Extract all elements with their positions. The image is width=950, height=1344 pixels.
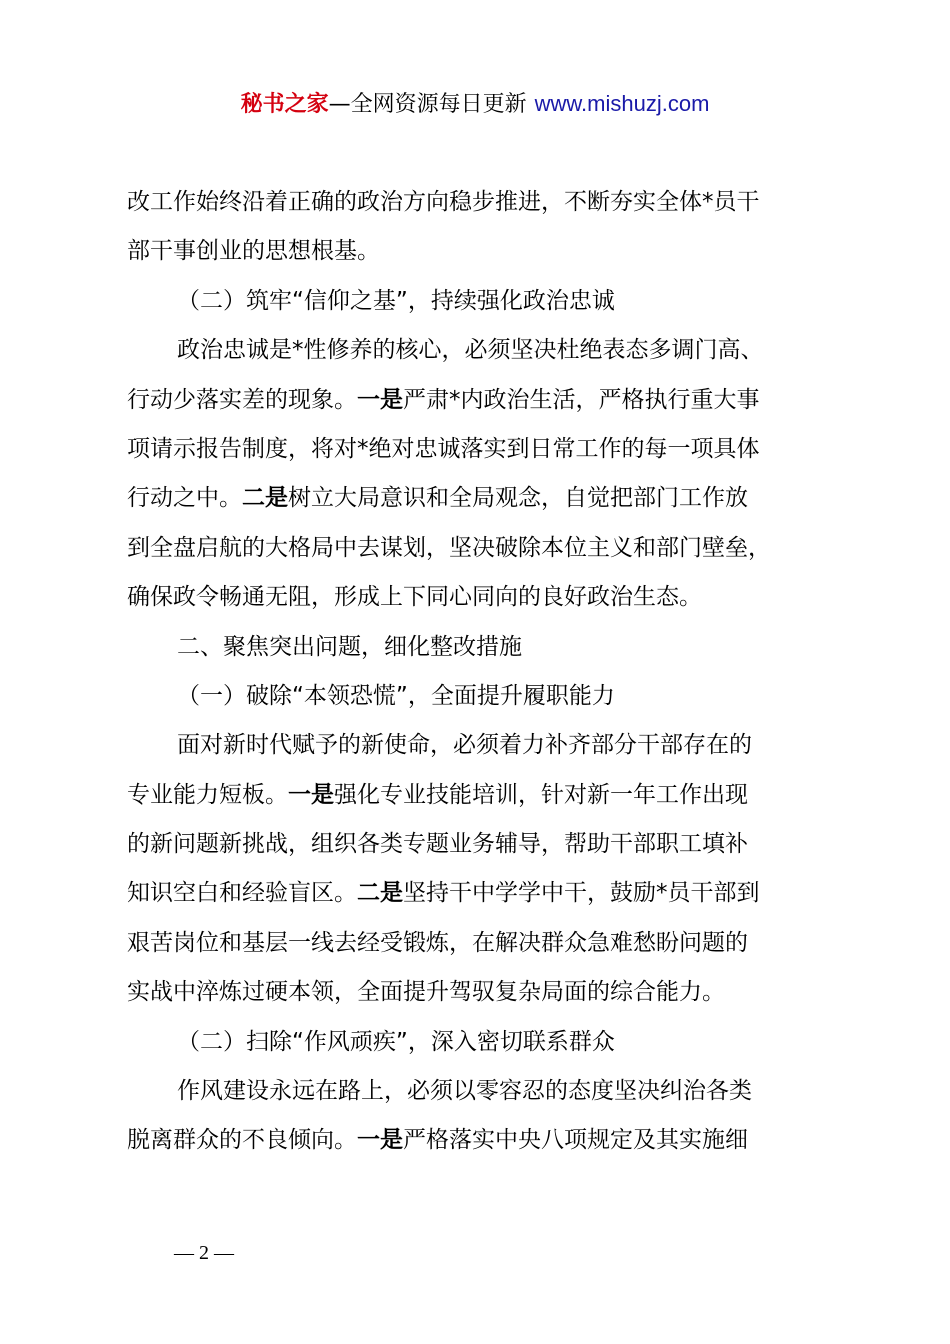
text-segment: 脱离群众的不良倾向。: [127, 1127, 357, 1154]
text-segment: 艰苦岗位和基层一线去经受锻炼，在解决群众急难愁盼问题的: [127, 929, 748, 956]
section-heading: [127, 623, 847, 672]
heading-text: （二）筑牢“信仰之基”，持续强化政治忠诚: [177, 287, 615, 314]
heading-text: 二、聚焦突出问题，细化整改措施: [177, 633, 522, 660]
document-body: [127, 178, 847, 1166]
bold-marker: 一是: [357, 1127, 403, 1154]
text-segment: 政治忠诚是*性修养的核心，必须坚决杜绝表态多调门高、: [177, 337, 764, 364]
subsection-heading: [127, 1018, 847, 1067]
site-url-link[interactable]: www.mishuzj.com: [534, 91, 710, 116]
paragraph-first-line: [127, 721, 847, 770]
text-line: [127, 474, 847, 523]
text-line: [127, 919, 847, 968]
text-segment: 树立大局意识和全局观念，自觉把部门工作放: [288, 485, 748, 512]
text-segment: 行动之中。: [127, 485, 242, 512]
text-segment: 坚持干中学学中干，鼓励*员干部到: [403, 880, 760, 907]
page-number: — 2 —: [174, 1242, 234, 1264]
site-brand: 秘书之家: [240, 92, 329, 117]
paragraph-first-line: [127, 1067, 847, 1116]
heading-text: （一）破除“本领恐慌”，全面提升履职能力: [177, 682, 615, 709]
text-segment: 部干事创业的思想根基。: [127, 238, 380, 265]
heading-text: （二）扫除“作风顽疾”，深入密切联系群众: [177, 1028, 615, 1055]
header-tagline: 全网资源每日更新: [350, 92, 527, 117]
text-line: [127, 771, 847, 820]
header-dash: —: [328, 92, 351, 117]
site-header: [0, 88, 950, 121]
bold-marker: 二是: [357, 880, 403, 907]
bold-marker: 一是: [357, 386, 403, 413]
bold-marker: 一是: [288, 781, 334, 808]
text-segment: 专业能力短板。: [127, 781, 288, 808]
text-line: [127, 376, 847, 425]
text-line: [127, 573, 847, 622]
text-line: [127, 820, 847, 869]
subsection-heading: [127, 672, 847, 721]
paragraph-first-line: [127, 326, 847, 375]
text-line: [127, 524, 847, 573]
text-segment: 严格落实中央八项规定及其实施细: [403, 1127, 748, 1154]
text-segment: 改工作始终沿着正确的政治方向稳步推进，不断夯实全体*员干: [127, 189, 760, 215]
text-line: [127, 869, 847, 918]
text-line: [127, 227, 847, 276]
bold-marker: 二是: [242, 485, 288, 512]
text-segment: 强化专业技能培训，针对新一年工作出现: [334, 781, 748, 808]
text-segment: 面对新时代赋予的新使命，必须着力补齐部分干部存在的: [177, 732, 752, 759]
text-segment: 确保政令畅通无阻，形成上下同心同向的良好政治生态。: [127, 584, 702, 611]
text-segment: 到全盘启航的大格局中去谋划，坚决破除本位主义和部门壁垒，: [127, 534, 771, 561]
text-segment: 项请示报告制度，将对*绝对忠诚落实到日常工作的每一项具体: [127, 435, 760, 462]
text-segment: 知识空白和经验盲区。: [127, 880, 357, 907]
text-line: [127, 1116, 847, 1165]
text-segment: 的新问题新挑战，组织各类专题业务辅导，帮助干部职工填补: [127, 831, 748, 858]
text-segment: 作风建设永远在路上，必须以零容忍的态度坚决纠治各类: [177, 1078, 752, 1105]
text-line: [127, 968, 847, 1017]
text-line: [127, 178, 847, 227]
text-segment: 行动少落实差的现象。: [127, 386, 357, 413]
text-segment: 严肃*内政治生活，严格执行重大事: [403, 386, 760, 413]
text-segment: 实战中淬炼过硬本领，全面提升驾驭复杂局面的综合能力。: [127, 979, 725, 1006]
section-heading: [127, 277, 847, 326]
text-line: [127, 425, 847, 474]
